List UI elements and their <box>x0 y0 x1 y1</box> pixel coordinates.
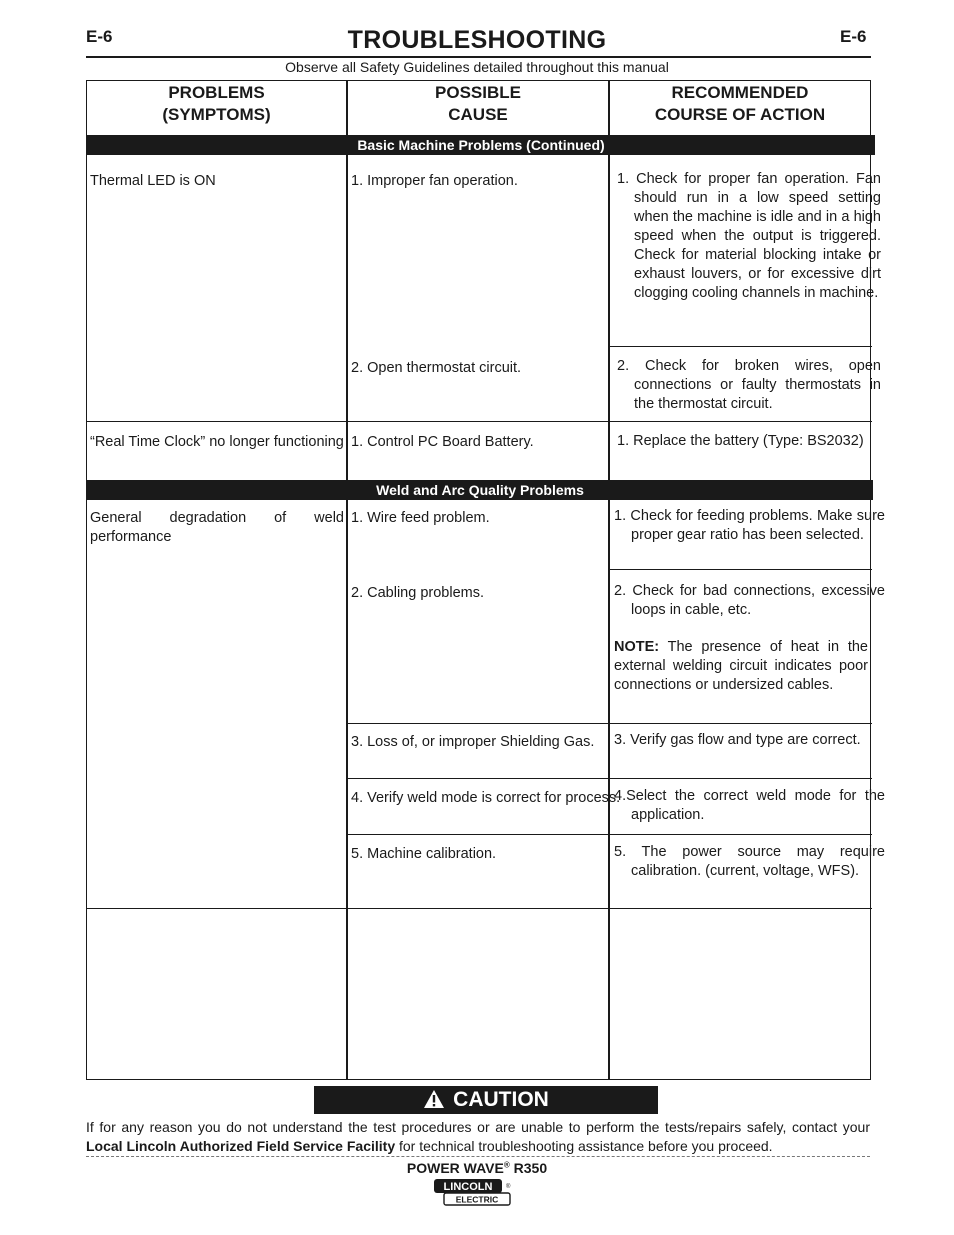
page-code-left: E-6 <box>86 27 113 46</box>
warning-icon <box>423 1089 445 1109</box>
action-check-feeding: 1. Check for feeding problems. Make sure proper gear ratio has been selected. <box>614 508 885 543</box>
row-divider <box>348 834 872 835</box>
column-header-problems: PROBLEMS (SYMPTOMS) <box>162 83 271 124</box>
action-calibration: 5. The power source may require calibration. (current, voltage, WFS). <box>614 844 885 879</box>
cause-fan-operation: 1. Improper fan operation. <box>351 173 518 189</box>
troubleshooting-table <box>86 80 885 1080</box>
row-divider <box>610 346 872 347</box>
row-divider <box>87 421 872 422</box>
row-divider <box>87 908 872 909</box>
lincoln-electric-logo <box>432 1178 512 1208</box>
action-replace-battery: 1. Replace the battery (Type: BS2032) <box>617 433 864 449</box>
action-select-weld-mode: 4.Select the correct weld mode for the application. <box>614 788 885 823</box>
column-divider <box>608 81 610 1079</box>
product-name: POWER WAVE® R350 <box>406 1160 548 1176</box>
cause-open-thermostat: 2. Open thermostat circuit. <box>351 360 522 376</box>
column-header-action: RECOMMENDED COURSE OF ACTION <box>654 83 826 124</box>
title-rule <box>86 56 871 58</box>
action-check-connections: 2. Check for bad connections, excessive loops in cable, etc. <box>614 583 885 618</box>
page-title: TROUBLESHOOTING <box>347 26 607 54</box>
symptom-weld-degradation: General degradation of weld performance <box>90 510 344 545</box>
safety-subtitle: Observe all Safety Guidelines detailed throughout this manual <box>285 59 669 75</box>
symptom-thermal-led: Thermal LED is ON <box>90 173 216 189</box>
cause-calibration: 5. Machine calibration. <box>351 846 497 862</box>
page-code-right: E-6 <box>840 27 867 46</box>
section-header-basic-machine: Basic Machine Problems (Continued) <box>87 135 875 155</box>
footer-rule <box>86 1156 870 1157</box>
action-check-fan: 1. Check for proper fan operation. Fan should run in a low speed setting when the machine is idle and in a high speed when the output is triggered. Check for material blocking intake or exhaust louvers, or for excessive dirt clogging cooling channels in machine. <box>617 171 881 301</box>
cause-weld-mode: 4. Verify weld mode is correct for process. <box>351 790 621 806</box>
section-header-weld-arc: Weld and Arc Quality Problems <box>87 480 873 500</box>
cause-pc-board-battery: 1. Control PC Board Battery. <box>351 434 534 450</box>
cause-cabling: 2. Cabling problems. <box>351 585 484 601</box>
logo-mark: ® <box>506 1184 511 1190</box>
caution-label: CAUTION <box>453 1088 549 1111</box>
cabling-note <box>614 638 868 695</box>
action-check-thermostat-wires: 2. Check for broken wires, open connections or faulty thermostats in the thermostat circuit. <box>617 358 881 412</box>
cause-wire-feed: 1. Wire feed problem. <box>351 510 490 526</box>
action-verify-gas: 3. Verify gas flow and type are correct. <box>614 732 861 748</box>
row-divider <box>348 778 872 779</box>
note-label: NOTE: <box>614 639 660 655</box>
caution-banner <box>314 1086 658 1114</box>
logo-lincoln-text: LINCOLN <box>443 1181 493 1193</box>
caution-text: If for any reason you do not understand the test procedures or are unable to perform the tests/repairs safely, contact your Local Lincoln Authorized Field Service Facility for technical troubleshooting assistance before you proceed. <box>86 1119 870 1154</box>
row-divider <box>610 569 872 570</box>
symptom-real-time-clock: “Real Time Clock” no longer functioning <box>90 434 344 450</box>
note-text: The presence of heat in the external welding circuit indicates poor connections or undersized cables. <box>614 639 868 693</box>
logo-electric-text: ELECTRIC <box>455 1194 499 1205</box>
cause-shielding-gas: 3. Loss of, or improper Shielding Gas. <box>351 734 595 750</box>
column-header-cause: POSSIBLE CAUSE <box>435 83 521 124</box>
service-facility: Local Lincoln Authorized Field Service Facility <box>86 1138 396 1154</box>
column-divider <box>346 81 348 1079</box>
row-divider <box>348 723 872 724</box>
